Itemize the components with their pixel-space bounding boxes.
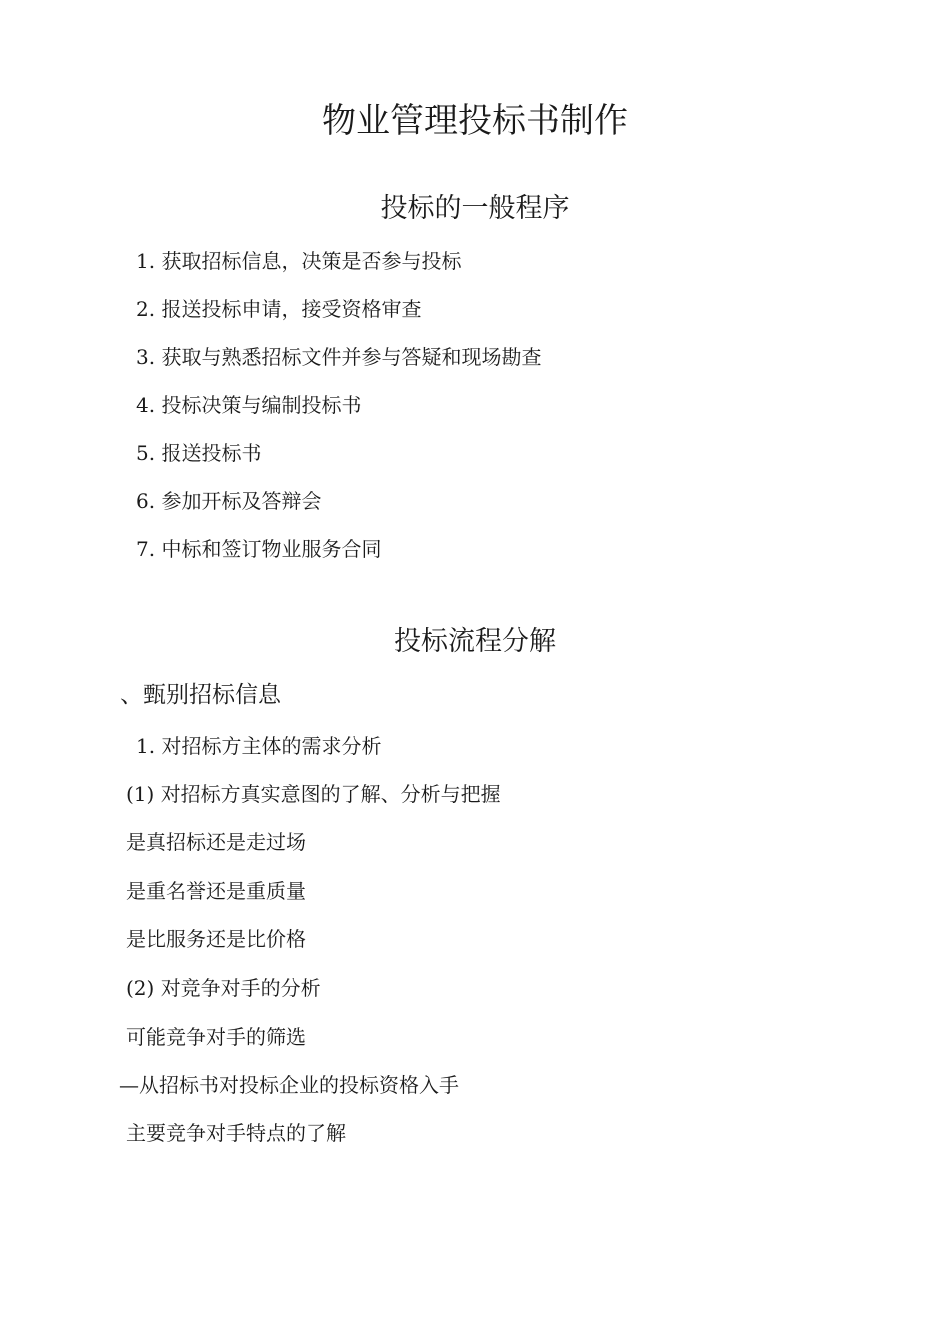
procedure-heading: 投标的一般程序	[380, 193, 570, 224]
procedure-step: 1. 获取招标信息，决策是否参与投标	[136, 249, 462, 273]
body-line: (1) 对招标方真实意图的了解、分析与把握	[126, 782, 501, 806]
breakdown-heading: 投标流程分解	[394, 626, 556, 657]
body-line: 是比服务还是比价格	[126, 927, 306, 951]
procedure-step: 2. 报送投标申请，接受资格审查	[136, 297, 422, 321]
procedure-step: 6. 参加开标及答辩会	[136, 489, 322, 513]
body-line: 是真招标还是走过场	[126, 830, 306, 854]
procedure-step: 4. 投标决策与编制投标书	[136, 393, 362, 417]
section-heading: 、甄别招标信息	[120, 682, 281, 708]
body-line: —从招标书对投标企业的投标资格入手	[119, 1073, 459, 1097]
procedure-step: 3. 获取与熟悉招标文件并参与答疑和现场勘查	[136, 345, 542, 369]
body-line: 主要竞争对手特点的了解	[126, 1121, 346, 1145]
procedure-step: 5. 报送投标书	[136, 441, 262, 465]
body-line: 可能竞争对手的筛选	[126, 1025, 306, 1049]
body-line: (2) 对竞争对手的分析	[126, 976, 321, 1000]
procedure-step: 7. 中标和签订物业服务合同	[136, 537, 382, 561]
document-title: 物业管理投标书制作	[322, 101, 628, 141]
body-line: 是重名誉还是重质量	[126, 879, 306, 903]
body-line: 1. 对招标方主体的需求分析	[136, 734, 382, 758]
